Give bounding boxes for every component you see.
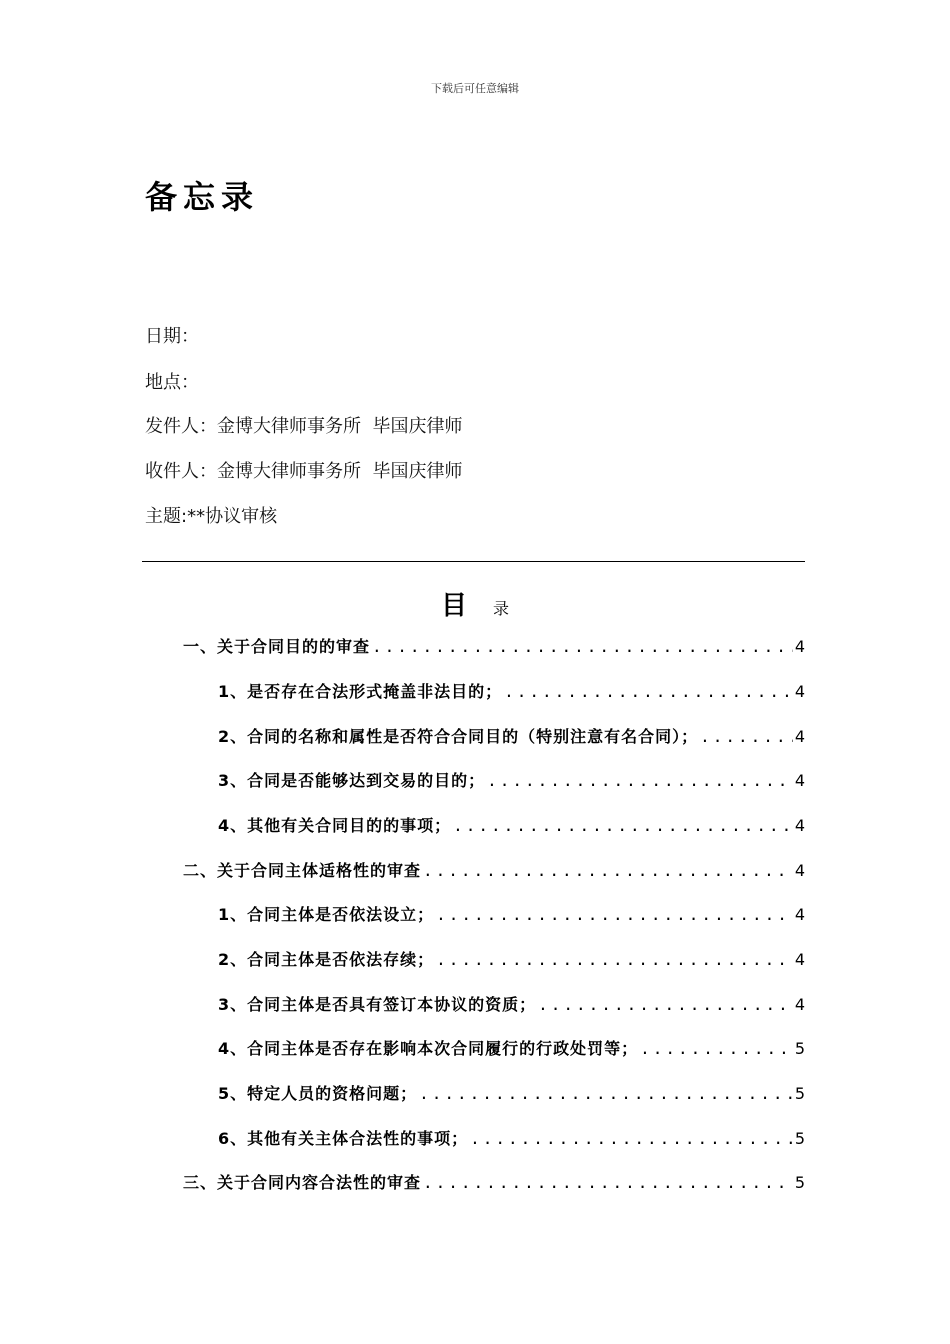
toc-entry[interactable] <box>218 1038 805 1060</box>
toc-entry[interactable] <box>218 994 805 1016</box>
toc-entry[interactable] <box>218 1083 805 1105</box>
toc-leader <box>372 636 793 658</box>
meta-value: **协议审核 <box>187 506 278 527</box>
toc-entry[interactable] <box>218 904 805 926</box>
memo-title: 备忘录 <box>145 178 260 216</box>
meta-location <box>145 368 199 394</box>
toc-entry-text: 二、关于合同主体适格性的审查 <box>183 861 422 880</box>
toc-leader <box>436 904 793 926</box>
toc-entry-page: 5 <box>794 1129 805 1148</box>
toc-entry-text: 5、特定人员的资格问题； <box>218 1084 418 1103</box>
toc-entry-text: 2、合同主体是否依法存续； <box>218 950 435 969</box>
meta-label: 收件人： <box>145 461 217 482</box>
meta-date <box>145 322 199 348</box>
toc-title-sub: 录 <box>493 599 510 618</box>
toc-entry[interactable] <box>183 636 805 658</box>
toc-entry-page: 4 <box>794 637 805 656</box>
toc-leader <box>436 949 793 971</box>
toc-leader <box>640 1038 793 1060</box>
toc-entry-text: 4、合同主体是否存在影响本次合同履行的行政处罚等； <box>218 1039 639 1058</box>
toc-entry-text: 3、合同主体是否具有签订本协议的资质； <box>218 995 537 1014</box>
meta-sender <box>145 412 462 438</box>
divider-rule <box>142 561 805 562</box>
toc-entry-page: 5 <box>794 1173 805 1192</box>
toc-entry[interactable] <box>218 949 805 971</box>
toc-leader <box>470 1128 793 1150</box>
toc-leader <box>700 726 793 748</box>
toc-entry-text: 4、其他有关合同目的的事项； <box>218 816 452 835</box>
toc-leader <box>419 1083 793 1105</box>
meta-subject <box>145 502 277 528</box>
toc-entry[interactable] <box>183 1172 805 1194</box>
meta-label: 发件人： <box>145 416 217 437</box>
toc-entry-text: 一、关于合同目的的审查 <box>183 637 371 656</box>
toc-entry[interactable] <box>218 726 805 748</box>
toc-entry[interactable] <box>218 1128 805 1150</box>
toc-entry-text: 三、关于合同内容合法性的审查 <box>183 1173 422 1192</box>
meta-label: 地点： <box>145 372 199 393</box>
toc-entry-page: 4 <box>794 771 805 790</box>
toc-entry[interactable] <box>218 681 805 703</box>
meta-value: 金博大律师事务所 毕国庆律师 <box>217 461 463 482</box>
toc-entry-text: 1、是否存在合法形式掩盖非法目的； <box>218 682 503 701</box>
meta-recipient <box>145 457 462 483</box>
toc-entry-page: 4 <box>794 950 805 969</box>
toc-entry-page: 5 <box>794 1039 805 1058</box>
toc-entry[interactable] <box>218 770 805 792</box>
toc-leader <box>538 994 793 1016</box>
toc-entry-page: 4 <box>794 682 805 701</box>
toc-leader <box>423 1172 793 1194</box>
toc-leader <box>487 770 793 792</box>
toc-entry[interactable] <box>218 815 805 837</box>
toc-entry-text: 1、合同主体是否依法设立； <box>218 905 435 924</box>
header-note: 下载后可任意编辑 <box>431 82 519 95</box>
meta-label: 日期： <box>145 326 199 347</box>
toc-entry-page: 5 <box>794 1084 805 1103</box>
toc-title <box>0 585 950 622</box>
toc-leader <box>453 815 793 837</box>
toc-leader <box>423 860 793 882</box>
toc-title-main: 目 <box>440 591 467 621</box>
toc-leader <box>504 681 793 703</box>
toc-entry[interactable] <box>183 860 805 882</box>
toc-entry-text: 2、合同的名称和属性是否符合合同目的（特别注意有名合同）； <box>218 727 699 746</box>
toc-entry-page: 4 <box>794 995 805 1014</box>
toc-entry-text: 6、其他有关主体合法性的事项； <box>218 1129 469 1148</box>
toc-entry-page: 4 <box>794 905 805 924</box>
meta-label: 主题: <box>145 506 188 527</box>
toc-entry-page: 4 <box>794 816 805 835</box>
toc-entry-page: 4 <box>794 727 805 746</box>
meta-value: 金博大律师事务所 毕国庆律师 <box>217 416 463 437</box>
toc-entry-page: 4 <box>794 861 805 880</box>
toc-entry-text: 3、合同是否能够达到交易的目的； <box>218 771 486 790</box>
